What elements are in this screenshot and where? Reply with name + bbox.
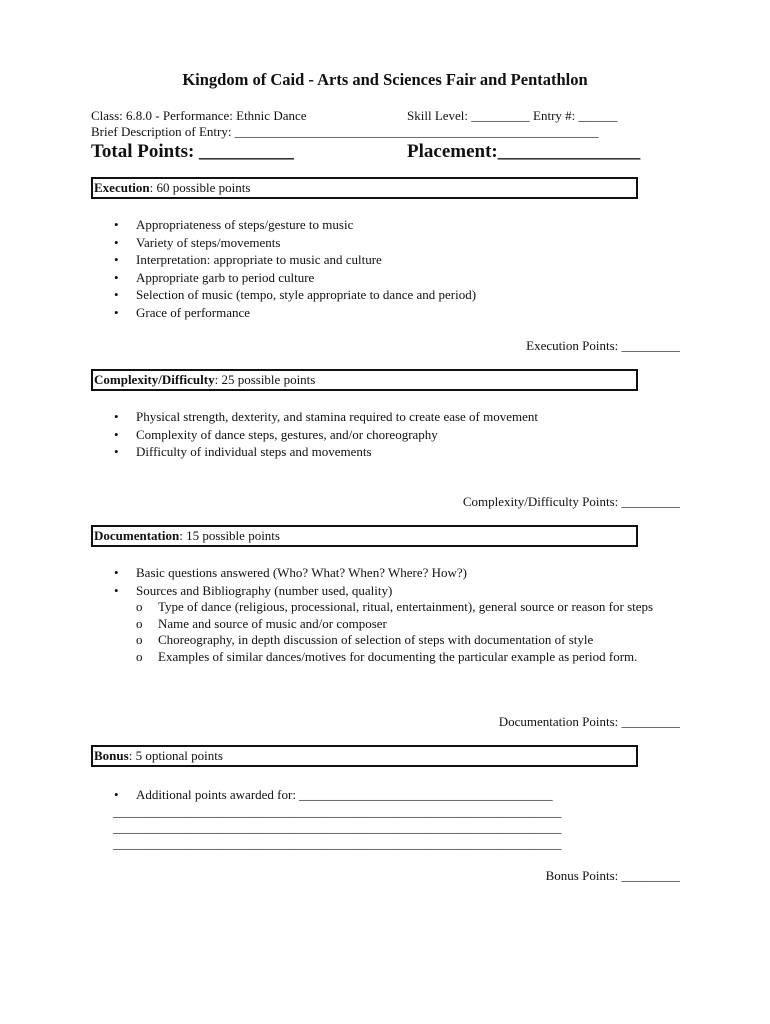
- bonus-points-line: Bonus Points: _________: [545, 868, 680, 883]
- documentation-points-line: Documentation Points: _________: [498, 714, 680, 729]
- bonus-subtitle: : 5 optional points: [128, 748, 223, 763]
- documentation-header-box: [91, 525, 638, 547]
- documentation-subcriteria-list: [136, 599, 656, 665]
- list-item: • Difficulty of individual steps and movements: [91, 443, 538, 461]
- execution-criteria-list: [91, 216, 476, 321]
- placement-line: Placement:_______________: [407, 141, 641, 162]
- list-item: • Basic questions answered (Who? What? When? Where? How?): [91, 564, 467, 582]
- list-item: • Interpretation: appropriate to music and culture: [91, 251, 476, 269]
- documentation-criteria-list: [91, 564, 467, 599]
- class-line: Class: 6.8.0 - Performance: Ethnic Dance: [91, 108, 307, 123]
- bonus-blank-line: _____________________________________________________________________: [113, 804, 562, 819]
- bonus-header-box: [91, 745, 638, 767]
- list-item: • Additional points awarded for: _______________________________________: [91, 786, 553, 804]
- list-item: o Name and source of music and/or composer: [136, 616, 656, 633]
- list-item: • Sources and Bibliography (number used, quality): [91, 582, 467, 600]
- complexity-heading: Complexity/Difficulty: [94, 372, 215, 387]
- documentation-heading: Documentation: [94, 528, 180, 543]
- execution-subtitle: : 60 possible points: [149, 180, 251, 195]
- list-item: • Appropriateness of steps/gesture to music: [91, 216, 476, 234]
- complexity-subtitle: : 25 possible points: [214, 372, 316, 387]
- execution-heading: Execution: [94, 180, 150, 195]
- execution-header-box: [91, 177, 638, 199]
- total-points-line: Total Points: __________: [91, 141, 295, 162]
- list-item: • Physical strength, dexterity, and stamina required to create ease of movement: [91, 408, 538, 426]
- execution-points-line: Execution Points: _________: [526, 338, 680, 353]
- skill-entry-line: Skill Level: _________ Entry #: ______: [407, 108, 618, 123]
- list-item: • Selection of music (tempo, style appropriate to dance and period): [91, 286, 476, 304]
- list-item: • Appropriate garb to period culture: [91, 269, 476, 287]
- description-line: Brief Description of Entry: ________________________________________________________: [91, 124, 599, 139]
- bonus-list: [91, 786, 553, 804]
- documentation-subtitle: : 15 possible points: [179, 528, 280, 543]
- bonus-blank-line: _____________________________________________________________________: [113, 820, 562, 835]
- list-item: • Grace of performance: [91, 304, 476, 322]
- list-item: • Complexity of dance steps, gestures, and/or choreography: [91, 426, 538, 444]
- list-item: o Examples of similar dances/motives for documenting the particular example as period form.: [136, 649, 656, 666]
- complexity-header-box: [91, 369, 638, 391]
- bonus-blank-line: _____________________________________________________________________: [113, 836, 562, 851]
- page-title: Kingdom of Caid - Arts and Sciences Fair and Pentathlon: [182, 70, 588, 89]
- complexity-points-line: Complexity/Difficulty Points: _________: [462, 494, 680, 509]
- complexity-criteria-list: [91, 408, 538, 461]
- list-item: o Choreography, in depth discussion of selection of steps with documentation of style: [136, 632, 656, 649]
- bonus-heading: Bonus: [94, 748, 129, 763]
- list-item: • Variety of steps/movements: [91, 234, 476, 252]
- list-item: o Type of dance (religious, processional, ritual, entertainment), general source or reason for steps: [136, 599, 656, 616]
